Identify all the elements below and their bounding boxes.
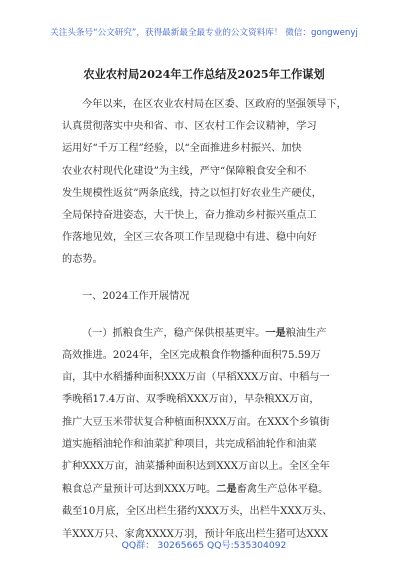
body-line: 羊XXX万只、家禽XXXX万羽，预计年底出栏生猪可达XXX [62, 528, 329, 540]
subsection-lead-tail: 粮油生产 [285, 327, 327, 339]
document-body [62, 94, 348, 546]
intro-line: 全局保持奋进姿态，大干快上，奋力推动乡村振兴重点工 [62, 210, 317, 222]
intro-line: 作落地见效，全区三农各项工作呈现稳中有进、稳中向好 [62, 232, 317, 244]
intro-line: 运用好“千万工程”经验，以“全面推进乡村振兴、加快 [62, 143, 302, 155]
body-text: 畜禽生产总体平稳。 [236, 484, 329, 496]
subsection-title: （一）抓粮食生产，稳产保供根基更牢。 [82, 327, 266, 339]
body-line: 季晚稻17.4万亩、双季晚稻XXX万亩），早杂粮XX万亩， [62, 394, 320, 406]
body-line: 亩，其中水稻播种面积XXX万亩（早稻XXX万亩、中稻与一 [62, 372, 330, 384]
body-line: 截至10月底，全区出栏生猪约XXX万头，出栏牛XXX万头、 [62, 506, 333, 518]
intro-line: 今年以来，在区农业农村局在区委、区政府的坚强领导下， [82, 99, 347, 110]
page-title: 农业农村局2024年工作总结及2025年工作谋划 [83, 67, 325, 81]
header-note: 关注头条号“公文研究”，获得最新最全最专业的公文资料库！ 微信：gongwenyj [50, 28, 358, 38]
subsection-lead [62, 322, 348, 345]
footer-note: QQ群： 30265665 QQ号:535304092 [121, 540, 287, 551]
section-heading: 一、2024工作开展情况 [82, 290, 190, 302]
body-line: 高效推进。2024年，全区完成粮食作物播种面积75.59万 [62, 350, 321, 362]
bold-marker: 一是 [265, 326, 286, 339]
bold-marker: 二是 [216, 483, 237, 496]
intro-line: 农业农村现代化建设”为主线，严守“保障粮食安全和不 [62, 165, 307, 177]
intro-line: 的态势。 [62, 254, 103, 266]
body-line [62, 478, 348, 501]
body-line: 推广大豆玉米带状复合种植面积XXX万亩。在XXX个乡镇街 [62, 416, 330, 428]
intro-line: 发生规模性返贫”两条底线，持之以恒打好农业生产硬仗， [62, 187, 322, 199]
intro-line: 认真贯彻落实中央和省、市、区农村工作会议精神，学习 [62, 121, 317, 133]
body-line: 扩种XXX万亩，油菜播种面积达到XXX万亩以上。全区全年 [62, 461, 330, 473]
body-text: 粮食总产量预计可达到XXX万吨。 [62, 484, 217, 496]
body-line: 道实施稻油轮作和油菜扩种项目，共完成稻油轮作和油菜 [62, 438, 317, 450]
